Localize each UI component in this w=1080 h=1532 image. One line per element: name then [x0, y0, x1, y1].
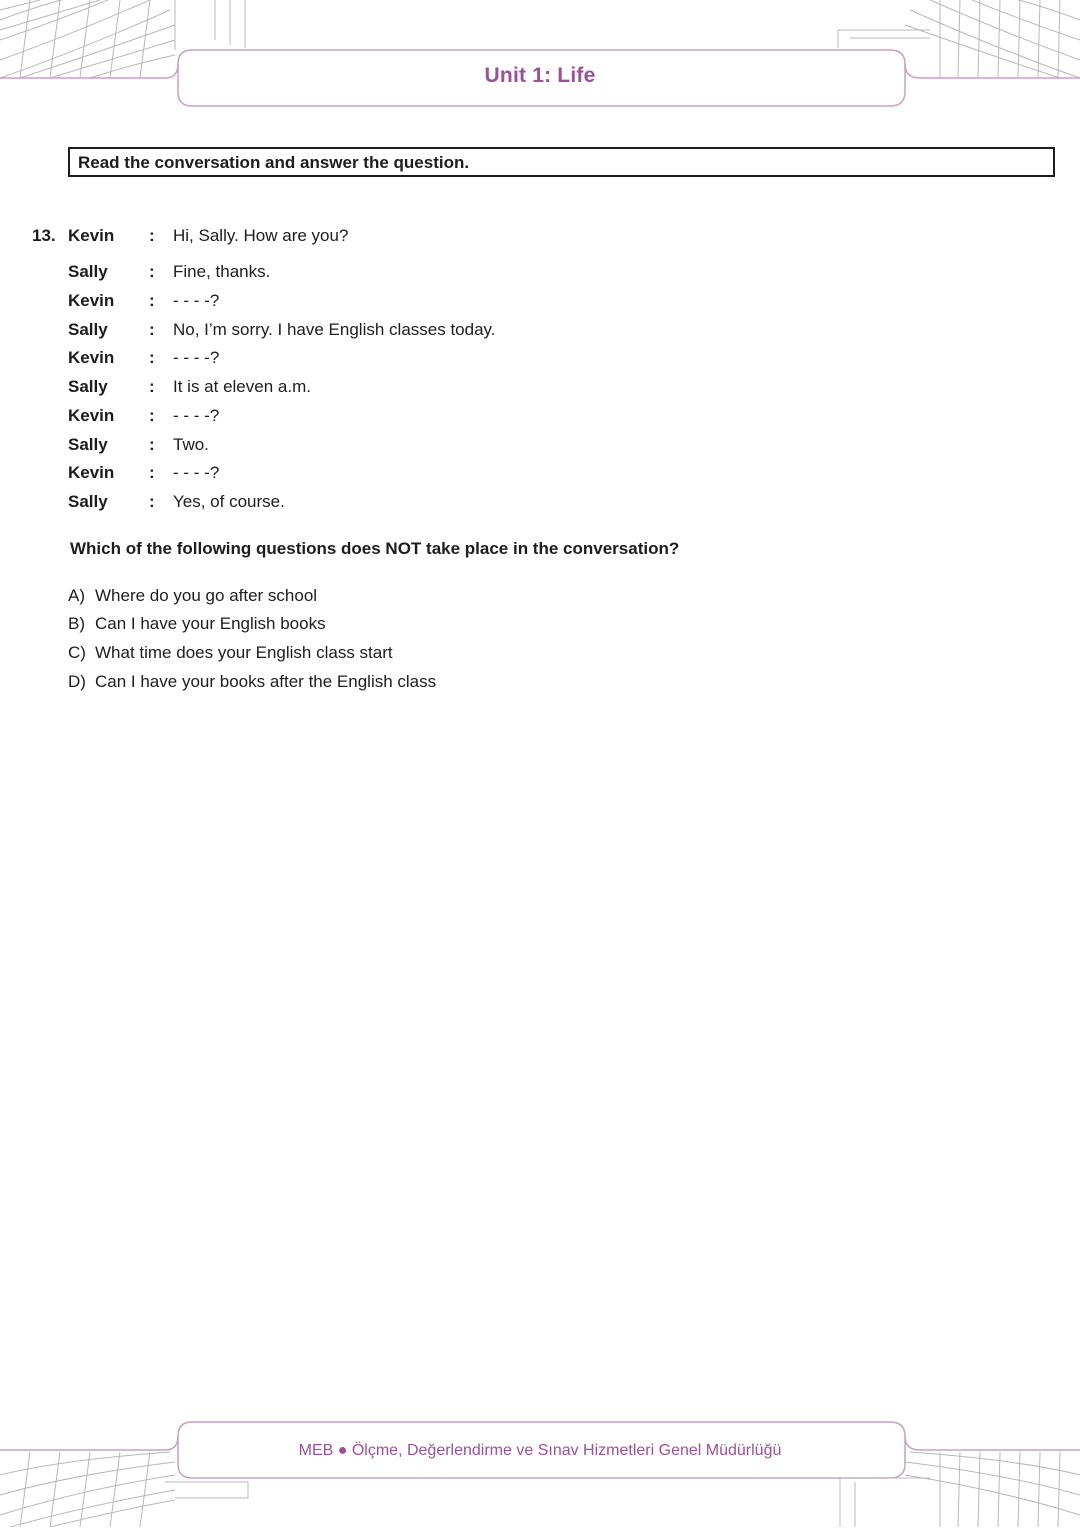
footer-decoration [0, 1400, 1080, 1527]
speaker-colon: : [149, 377, 155, 396]
utterance-text: - - - -? [173, 463, 220, 482]
question-number: 13. [32, 226, 56, 245]
speaker-name: Kevin [68, 463, 115, 482]
speaker-name: Kevin [68, 226, 115, 245]
speaker-name: Sally [68, 492, 108, 511]
footer-right-hatch [840, 1452, 1080, 1527]
speaker-colon: : [149, 262, 155, 281]
speaker-name: Sally [68, 262, 108, 281]
option-letter: A) [68, 586, 85, 605]
question-stem: Which of the following questions does NOT take place in the conversation? [70, 539, 680, 558]
speaker-name: Sally [68, 435, 108, 454]
header-decoration [0, 0, 1080, 120]
speaker-name: Kevin [68, 291, 115, 310]
speaker-name: Sally [68, 377, 108, 396]
speaker-colon: : [149, 348, 155, 367]
unit-title: Unit 1: Life [484, 64, 596, 87]
speaker-colon: : [149, 226, 155, 245]
speaker-colon: : [149, 406, 155, 425]
instruction-box [68, 147, 1055, 177]
utterance-text: - - - -? [173, 291, 220, 310]
utterance-text: Yes, of course. [173, 492, 285, 511]
utterance-text: No, I’m sorry. I have English classes today. [173, 320, 496, 339]
utterance-text: - - - -? [173, 406, 220, 425]
answer-option-c[interactable] [68, 643, 393, 663]
utterance-text: Hi, Sally. How are you? [173, 226, 349, 245]
footer-left-hatch [0, 1452, 248, 1527]
answer-option-b[interactable] [68, 614, 326, 634]
utterance-text: Two. [173, 435, 209, 454]
instruction-text: Read the conversation and answer the question. [78, 153, 470, 172]
speaker-colon: : [149, 492, 155, 511]
utterance-text: It is at eleven a.m. [173, 377, 311, 396]
speaker-colon: : [149, 463, 155, 482]
speaker-name: Kevin [68, 348, 115, 367]
option-text: Can I have your books after the English class [95, 672, 437, 691]
option-letter: B) [68, 614, 85, 633]
speaker-colon: : [149, 435, 155, 454]
answer-option-a[interactable] [68, 586, 317, 606]
header-frame [0, 0, 1080, 120]
utterance-text: - - - -? [173, 348, 220, 367]
footer-frame [0, 1400, 1080, 1527]
speaker-colon: : [149, 320, 155, 339]
footer-text: MEB ● Ölçme, Değerlendirme ve Sınav Hizmetleri Genel Müdürlüğü [298, 1442, 782, 1459]
speaker-name: Kevin [68, 406, 115, 425]
answer-option-d[interactable] [68, 672, 436, 692]
option-letter: C) [68, 643, 86, 662]
utterance-text: Fine, thanks. [173, 262, 271, 281]
option-letter: D) [68, 672, 86, 691]
speaker-name: Sally [68, 320, 108, 339]
option-text: What time does your English class start [95, 643, 393, 662]
option-text: Where do you go after school [95, 586, 318, 605]
option-text: Can I have your English books [95, 614, 326, 633]
speaker-colon: : [149, 291, 155, 310]
